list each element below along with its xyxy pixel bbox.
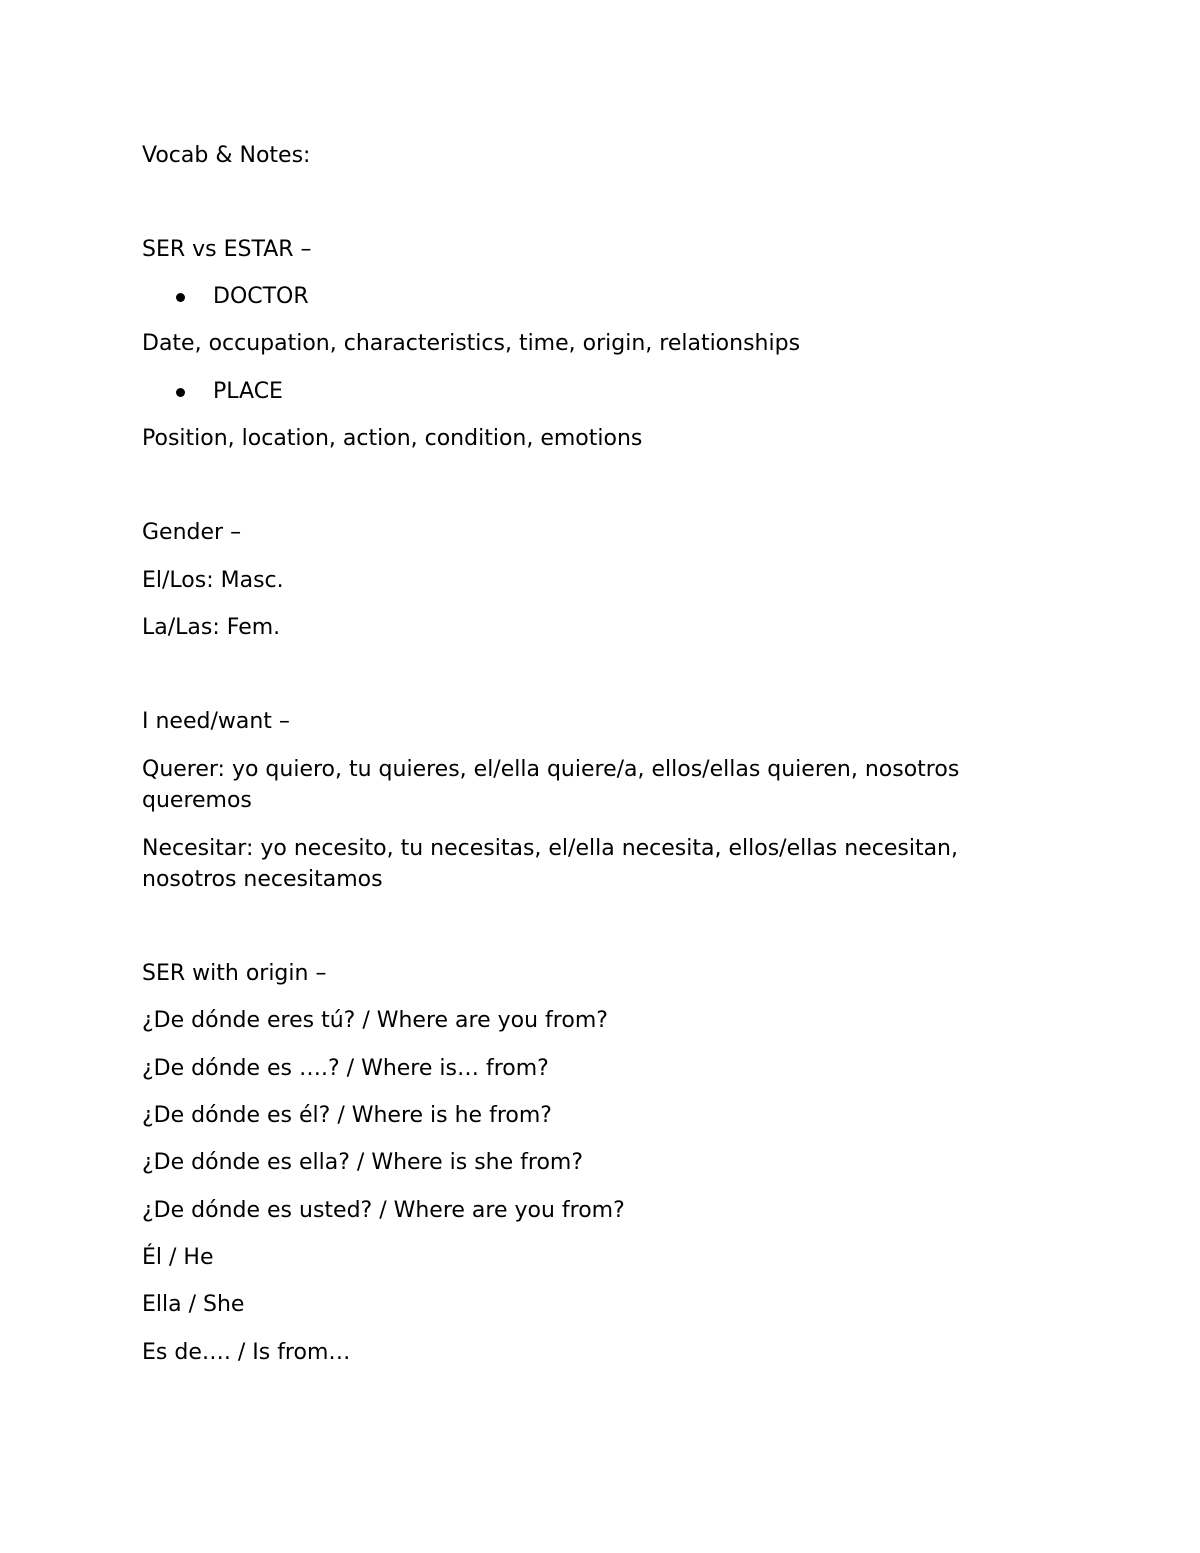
ser-estar-title: SER vs ESTAR – bbox=[142, 237, 312, 262]
gender-fem: La/Las: Fem. bbox=[142, 615, 281, 640]
ser-origin-line: Él / He bbox=[142, 1245, 214, 1270]
ser-estar-desc-1: Date, occupation, characteristics, time, origin, relationships bbox=[142, 331, 801, 356]
ser-origin-line: ¿De dónde es ….? / Where is… from? bbox=[142, 1056, 549, 1081]
bullet-text: DOCTOR bbox=[213, 284, 309, 309]
bullet-icon bbox=[176, 388, 185, 397]
gender-title: Gender – bbox=[142, 520, 242, 545]
necesitar-line-2: nosotros necesitamos bbox=[142, 867, 383, 892]
ser-estar-desc-2: Position, location, action, condition, emotions bbox=[142, 426, 643, 451]
ser-origin-line: ¿De dónde es ella? / Where is she from? bbox=[142, 1150, 584, 1175]
ser-origin-line: Es de…. / Is from… bbox=[142, 1340, 351, 1365]
ser-origin-line: ¿De dónde es usted? / Where are you from? bbox=[142, 1198, 625, 1223]
querer-line-2: queremos bbox=[142, 788, 252, 813]
ser-origin-line: Ella / She bbox=[142, 1292, 245, 1317]
bullet-text: PLACE bbox=[213, 379, 283, 404]
bullet-item-place bbox=[142, 376, 1042, 407]
bullet-icon bbox=[176, 293, 185, 302]
need-want-title: I need/want – bbox=[142, 709, 290, 734]
querer-line-1: Querer: yo quiero, tu quieres, el/ella quiere/a, ellos/ellas quieren, nosotros bbox=[142, 757, 960, 782]
gender-masc: El/Los: Masc. bbox=[142, 568, 284, 593]
ser-origin-line: ¿De dónde es él? / Where is he from? bbox=[142, 1103, 552, 1128]
necesitar-line-1: Necesitar: yo necesito, tu necesitas, el/ella necesita, ellos/ellas necesitan, bbox=[142, 836, 958, 861]
ser-origin-title: SER with origin – bbox=[142, 961, 327, 986]
bullet-item-doctor bbox=[142, 281, 1042, 312]
ser-origin-line: ¿De dónde eres tú? / Where are you from? bbox=[142, 1008, 608, 1033]
document-heading: Vocab & Notes: bbox=[142, 143, 311, 168]
